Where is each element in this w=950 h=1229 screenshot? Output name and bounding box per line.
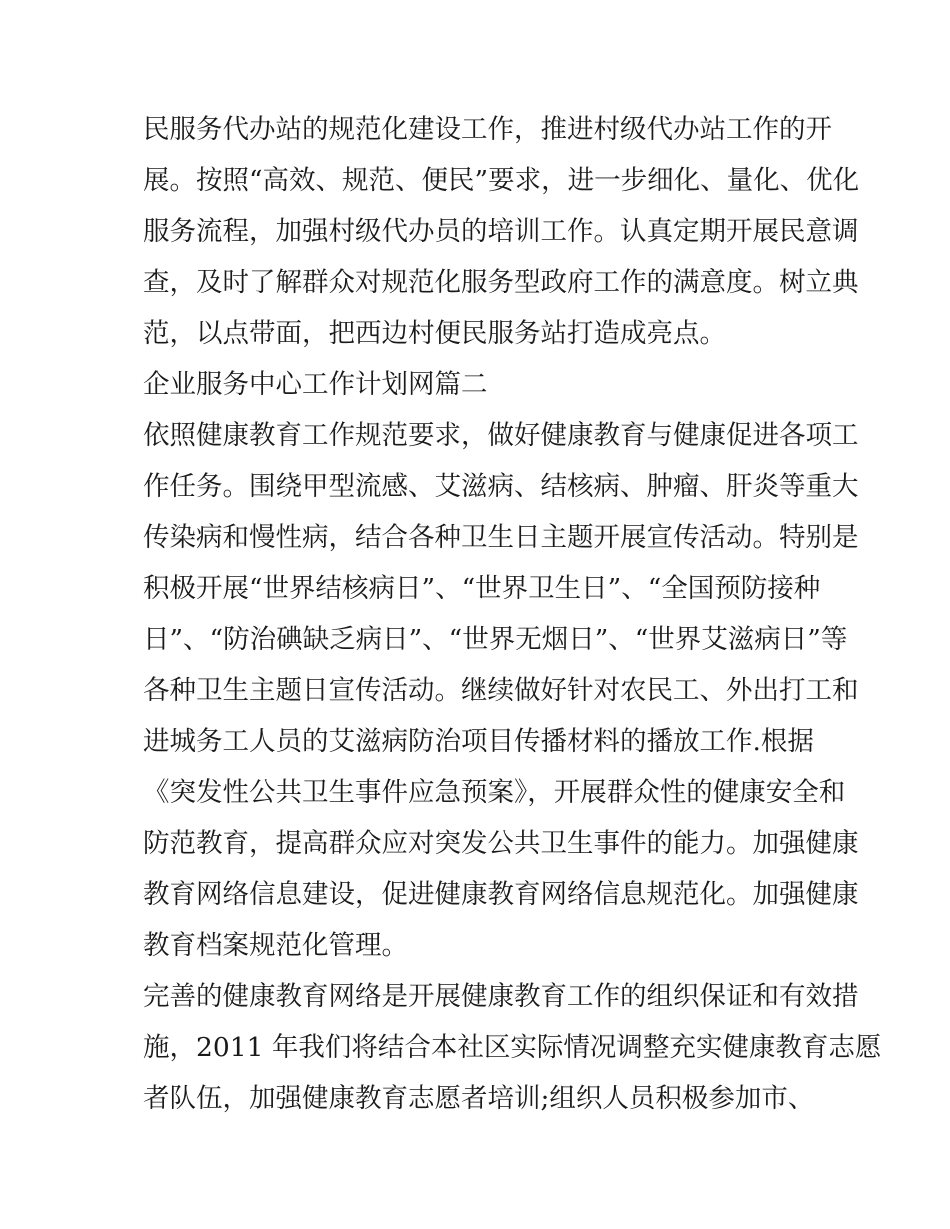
paragraph-2-line-2: 作任务。围绕甲型流感、艾滋病、结核病、肿瘤、肝炎等重大: [143, 471, 859, 502]
paragraph-3-line-2: 施，2011 年我们将结合本社区实际情况调整充实健康教育志愿: [143, 1032, 882, 1063]
paragraph-1-line-4: 查，及时了解群众对规范化服务型政府工作的满意度。树立典: [143, 267, 859, 298]
paragraph-2-line-7: 进城务工人员的艾滋病防治项目传播材料的播放工作.根据: [143, 726, 814, 757]
paragraph-2-line-4: 积极开展“世界结核病日”、“世界卫生日”、“全国预防接种: [143, 573, 821, 604]
paragraph-2-line-10: 教育网络信息建设，促进健康教育网络信息规范化。加强健康: [143, 879, 859, 910]
section-heading: 企业服务中心工作计划网篇二: [143, 369, 488, 400]
paragraph-1-line-5: 范，以点带面，把西边村便民服务站打造成亮点。: [143, 318, 726, 349]
paragraph-3-line-1: 完善的健康教育网络是开展健康教育工作的组织保证和有效措: [143, 981, 859, 1012]
paragraph-2-line-8: 《突发性公共卫生事件应急预案》，开展群众性的健康安全和: [143, 777, 846, 808]
paragraph-2-line-3: 传染病和慢性病，结合各种卫生日主题开展宣传活动。特别是: [143, 522, 859, 553]
paragraph-1-line-2: 展。按照“高效、规范、便民”要求，进一步细化、量化、优化: [143, 165, 860, 196]
paragraph-3-line-3: 者队伍，加强健康教育志愿者培训;组织人员积极参加市、: [143, 1083, 815, 1114]
paragraph-2-line-5: 日”、“防治碘缺乏病日”、“世界无烟日”、“世界艾滋病日”等: [143, 624, 848, 655]
paragraph-2-line-11: 教育档案规范化管理。: [143, 930, 408, 961]
paragraph-1-line-1: 民服务代办站的规范化建设工作，推进村级代办站工作的开: [143, 114, 832, 145]
paragraph-2-line-9: 防范教育，提高群众应对突发公共卫生事件的能力。加强健康: [143, 828, 859, 859]
paragraph-2-line-1: 依照健康教育工作规范要求，做好健康教育与健康促进各项工: [143, 420, 859, 451]
paragraph-2-line-6: 各种卫生主题日宣传活动。继续做好针对农民工、外出打工和: [143, 675, 859, 706]
paragraph-1-line-3: 服务流程，加强村级代办员的培训工作。认真定期开展民意调: [143, 216, 859, 247]
